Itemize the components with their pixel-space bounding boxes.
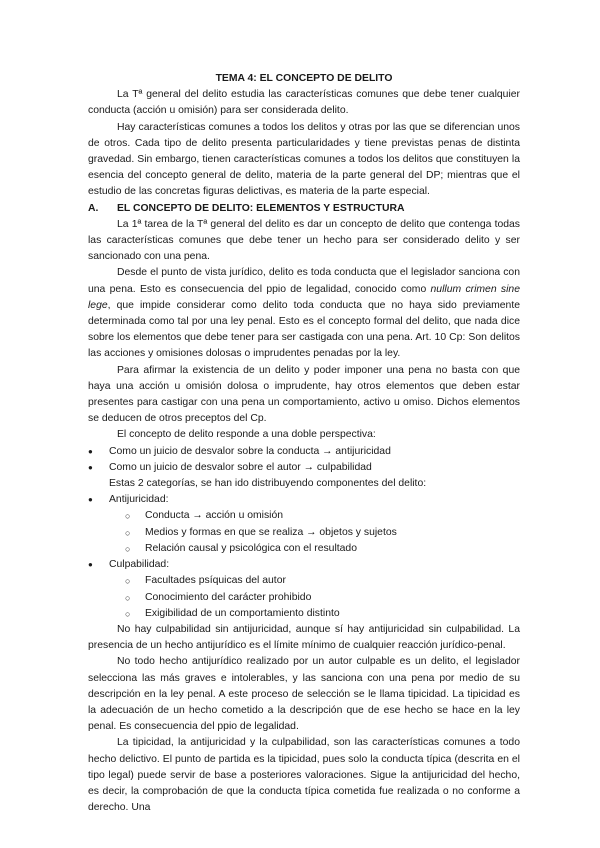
page-title: TEMA 4: EL CONCEPTO DE DELITO [215, 73, 393, 84]
sub-list-item: ○ Medios y formas en que se realiza → objetos y sujetos [125, 525, 520, 541]
culpabilidad-label: Culpabilidad: [109, 559, 170, 571]
list-item: ● Como un juicio de desvalor sobre la conducta → antijuricidad [88, 444, 520, 460]
paragraph-6: No todo hecho antijurídico realizado por un autor culpable es un delito, el legislador selecciona las más graves e intolerables, y las sanciona con una pena por medio de su descripción en la ley penal. A este proceso de selección se le llama tipicidad. La tipicidad es la adecuación de un hecho cometido a la descripción que de ese hecho se hace en la ley penal. Es consecuencia del ppio de legalidad. [88, 656, 520, 733]
sub-list-item: ○ Relación causal y psicológica con el resultado [125, 541, 520, 557]
paragraph-7: La tipicidad, la antijuricidad y la culpabilidad, son las características comunes a todo hecho delictivo. El punto de partida es la tipicidad, pues solo la conducta típica (descrita en el tipo legal) puede servir de base a posteriores valoraciones. Sigue la antijuricidad del hecho, es decir, la comprobación de que la conducta típica cometida fue realizada o no conforme a derecho. Una [88, 737, 520, 814]
categories-intro: Estas 2 categorías, se han ido distribuyendo componentes del delito: [109, 478, 427, 490]
sub-list-item: ○ Conducta → acción u omisión [125, 508, 520, 524]
intro-paragraph-1: La Tª general del delito estudia las características comunes que debe tener cualquier conducta (acción u omisión) para ser considerada delito. [88, 89, 520, 117]
list-item-culpabilidad [88, 557, 520, 622]
sub-list-item: ○ Conocimiento del carácter prohibido [125, 590, 520, 606]
section-heading [88, 201, 520, 217]
paragraph-5: No hay culpabilidad sin antijuricidad, aunque sí hay antijuricidad sin culpabilidad. La presencia de un hecho antijurídico es el límite mínimo de cualquier reacción jurídico-penal. [88, 623, 520, 652]
antijuricidad-sublist [109, 508, 520, 557]
latin-maxim: nullum crimen sine lege [88, 283, 520, 311]
section-title: EL CONCEPTO DE DELITO: ELEMENTOS Y ESTRUCTURA [117, 202, 405, 214]
antijuricidad-label: Antijuricidad: [109, 494, 169, 506]
intro-paragraph-2: Hay características comunes a todos los delitos y otras por las que se diferencian unos de otros. Cada tipo de delito presenta particularidades y tiene previstas penas de distinta gravedad. Sin embargo, tienen características comunes a todos los delitos que constituyen la esencia del concepto general de delito, materia de la parte general del DP; mientras que el estudio de las concretas figuras delictivas, es materia de la parte especial. [88, 121, 520, 198]
culpabilidad-sublist [109, 573, 520, 622]
paragraph-2 [88, 265, 520, 362]
paragraph-1: La 1ª tarea de la Tª general del delito es dar un concepto de delito que contenga todas las características comunes que debe tener un hecho para ser considerado delito y ser sancionado con una pena. [88, 218, 520, 263]
sub-list-item: ○ Exigibilidad de un comportamiento distinto [125, 606, 520, 622]
sub-list-item: ○ Facultades psíquicas del autor [125, 573, 520, 589]
paragraph-2-text-a: Desde el punto de vista jurídico, delito es toda conducta que el legislador sanciona con una pena. Esto es consecuencia del ppio de legalidad, conocido como [88, 267, 520, 295]
section-number: A. [88, 202, 99, 214]
list-item: ● Como un juicio de desvalor sobre el autor → culpabilidad [88, 460, 520, 476]
document-body [88, 71, 520, 816]
paragraph-3: Para afirmar la existencia de un delito y poder imponer una pena no basta con que haya una acción u omisión dolosa o imprudente, hay otros elementos que deben estar presentes para castigar con una pena un comportamiento, activo u omiso. Dichos elementos se deducen de otros preceptos del Cp. [88, 364, 520, 425]
list-item-antijuricidad [88, 492, 520, 557]
paragraph-2-text-b: , que impide considerar como delito toda conducta que no haya sido previamente determinada como tal por una ley penal. Esto es el concepto formal del delito, que nada dice sobre los elementos que debe tener para ser castigada con una pena. Art. 10 Cp: Son delitos las acciones y omisiones dolosas o imprudentes penadas por la ley. [88, 299, 520, 360]
paragraph-4: El concepto de delito responde a una doble perspectiva: [117, 429, 376, 441]
categories-list [88, 492, 520, 622]
perspectives-list [88, 444, 520, 476]
